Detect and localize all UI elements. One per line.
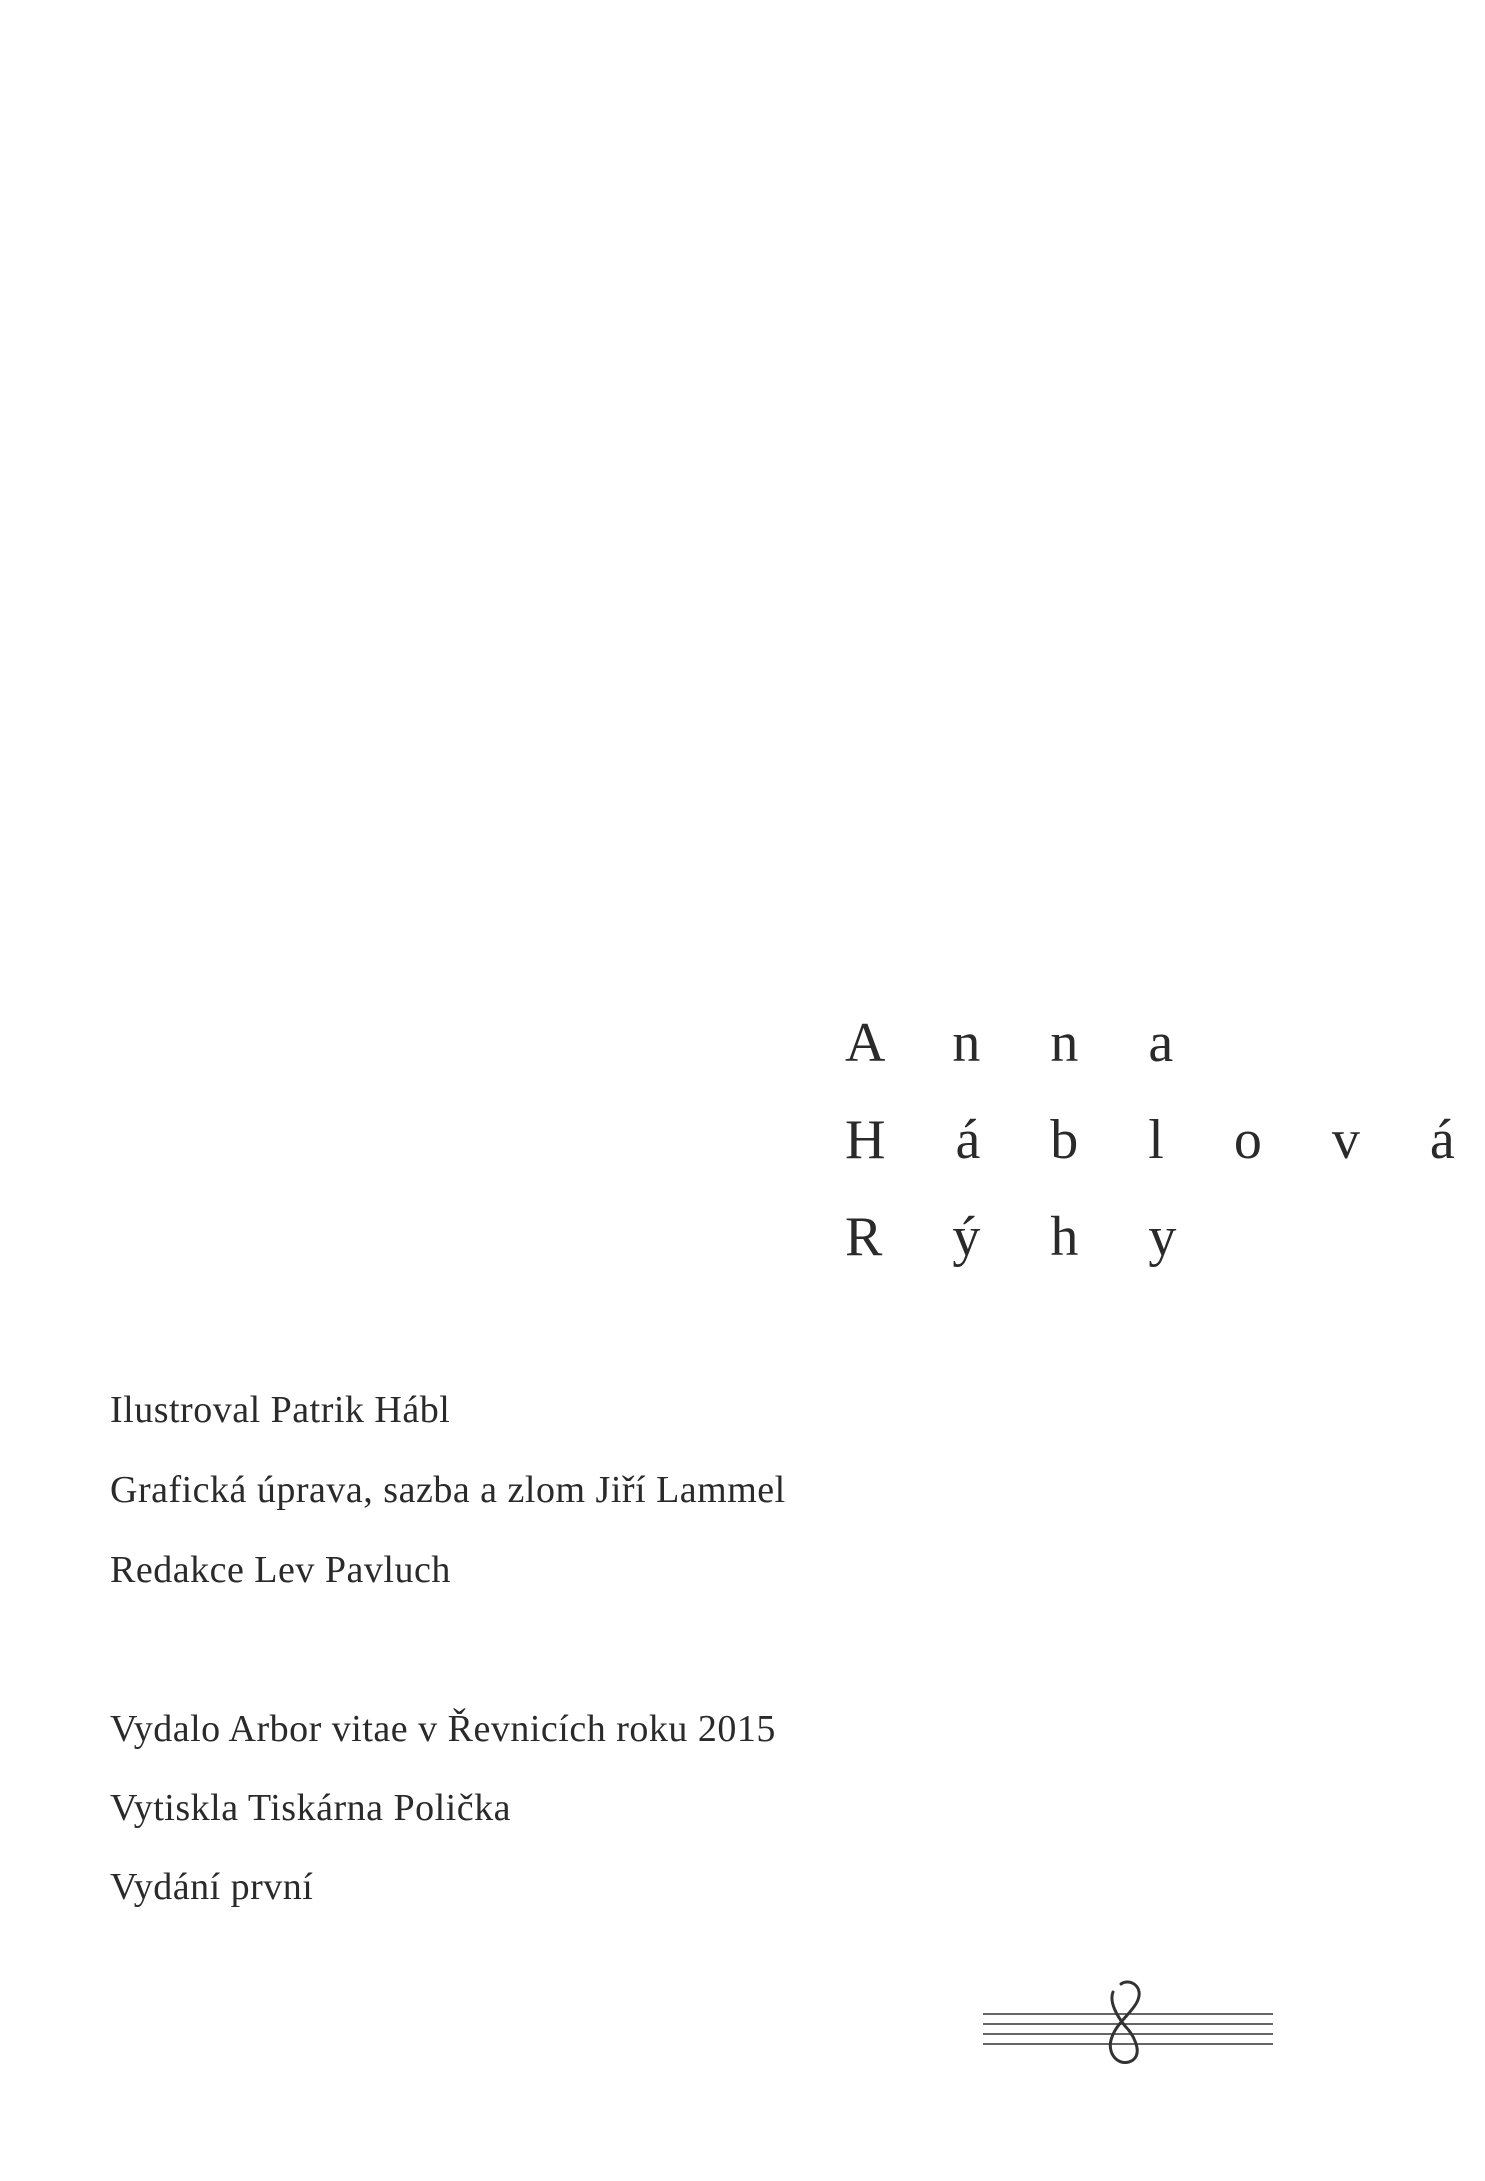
author-first-name: A n n a <box>845 1012 1202 1074</box>
author-last-name: H á b l o v á <box>845 1109 1483 1171</box>
edition-line: Vydání první <box>110 1866 314 1908</box>
publisher-line: Vydalo Arbor vitae v Řevnicích roku 2015 <box>110 1708 776 1750</box>
credits-block <box>110 1370 786 1610</box>
title-block <box>845 995 1483 1286</box>
treble-staff-logo-icon <box>983 1980 1273 2070</box>
illustrator-credit: Ilustroval Patrik Hábl <box>110 1389 451 1431</box>
printer-line: Vytiskla Tiskárna Polička <box>110 1787 511 1829</box>
book-title: R ý h y <box>845 1206 1205 1268</box>
imprint-block <box>110 1690 776 1927</box>
design-credit: Grafická úprava, sazba a zlom Jiří Lammel <box>110 1469 786 1511</box>
editor-credit: Redakce Lev Pavluch <box>110 1549 451 1591</box>
